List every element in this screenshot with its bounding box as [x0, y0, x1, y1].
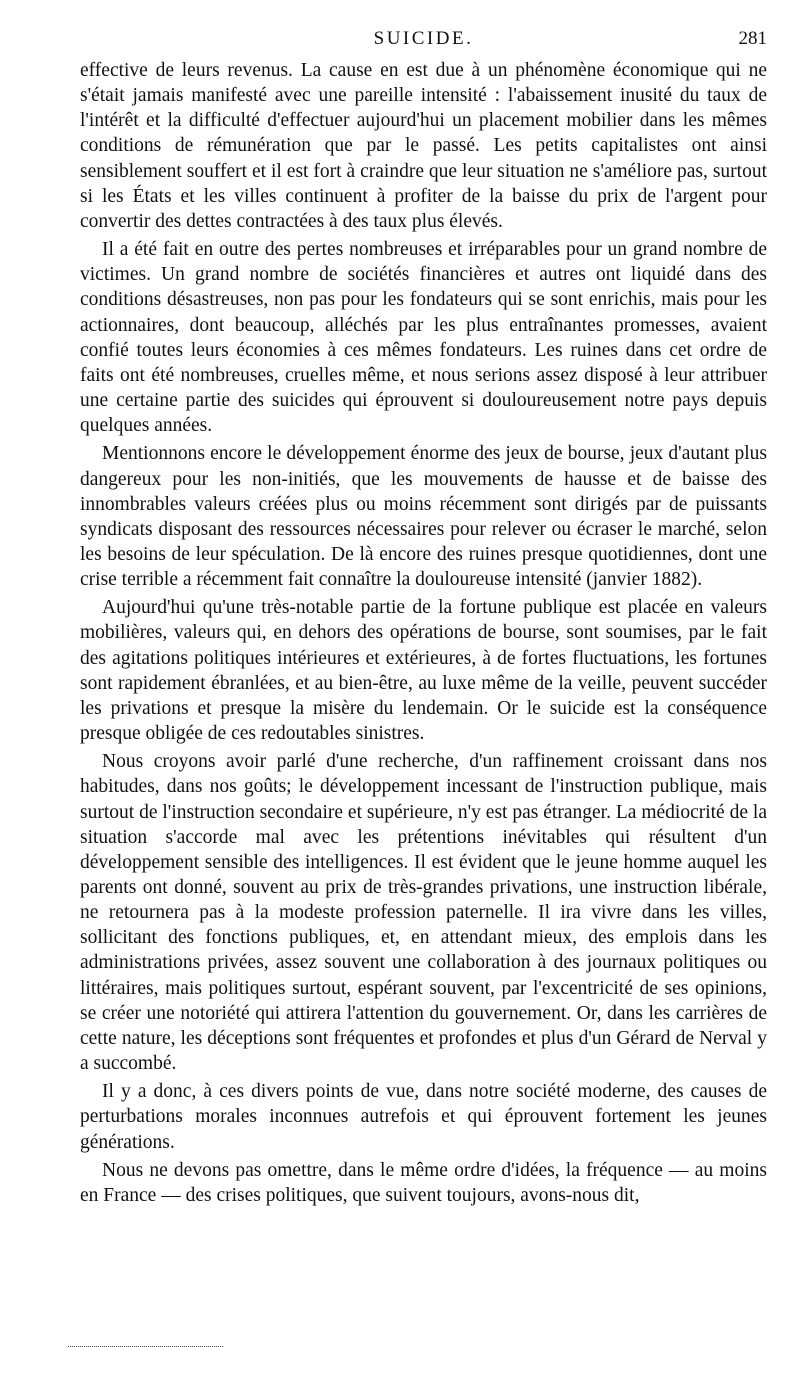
paragraph: Il a été fait en outre des pertes nombreuses et irréparables pour un grand nombre de victimes. Un grand nombre de sociétés financières et autres ont liquidé dans des conditions désastreuses, non pas pour les fondateurs qui se sont enrichis, mais pour les actionnaires, dont beaucoup, alléchés par les plus entraînantes promesses, avaient confié toutes leurs économies à ces mêmes fondateurs. Les ruines dans cet ordre de faits ont été nombreuses, cruelles même, et nous serions assez disposé à leur attribuer une certaine partie des suicides qui éprouvent si douloureusement notre pays depuis quelques années.	[80, 239, 767, 437]
page-number: 281	[738, 28, 767, 49]
paragraph: Mentionnons encore le développement énorme des jeux de bourse, jeux d'autant plus dangereux pour les non-initiés, que les mouvements de hausse et de baisse des innombrables valeurs créées plus ou moins récemment sont dirigés par de puissants syndicats disposant des ressources nécessaires pour relever ou écraser le marché, selon les besoins de leur spéculation. De là encore des ruines presque quotidiennes, dont une crise terrible a récemment fait connaître la douloureuse intensité (janvier 1882).	[80, 443, 767, 591]
paragraph: Nous ne devons pas omettre, dans le même ordre d'idées, la fréquence — au moins en France — des crises politiques, que suivent toujours, avons-nous dit,	[80, 1159, 767, 1206]
paragraph: Il y a donc, à ces divers points de vue, dans notre société moderne, des causes de perturbations morales inconnues autrefois et qui éprouvent fortement les jeunes générations.	[80, 1081, 767, 1153]
footnote-rule	[68, 1346, 223, 1347]
running-title: SUICIDE.	[373, 28, 474, 49]
paragraph: Nous croyons avoir parlé d'une recherche, d'un raffinement croissant dans nos habitudes, dans nos goûts; le développement incessant de l'instruction publique, mais surtout de l'instruction secondaire et supérieure, n'y est pas étranger. La médiocrité de la situation s'accorde mal avec les prétentions inévitables qui résultent d'un développement sensible des intelligences. Il est évident que le jeune homme auquel les parents ont donné, souvent au prix de très-grandes privations, une instruction libérale, ne retournera pas à la modeste profession paternelle. Il ira vivre dans les villes, sollicitant des fonctions publiques, et, en attendant mieux, des emplois dans les administrations privées, assez souvent une collaboration à des journaux politiques ou littéraires, mais politiques surtout, espérant souvent, par l'excentricité de ses opinions, se créer une notoriété qui attirera l'attention du gouvernement. Or, dans les carrières de cette nature, les déceptions sont fréquentes et profondes et plus d'un Gérard de Nerval y a succombé.	[80, 751, 767, 1075]
paragraph: Aujourd'hui qu'une très-notable partie de la fortune publique est placée en valeurs mobilières, valeurs qui, en dehors des opérations de bourse, sont soumises, par le fait des agitations politiques intérieures et extérieures, à de fortes fluctuations, les fortunes sont rapidement ébranlées, et au bien-être, au luxe même de la veille, peuvent succéder les privations et presque la misère du lendemain. Or le suicide est la conséquence presque obligée de ces redoutables sinistres.	[80, 597, 767, 745]
paragraph-continuation: effective de leurs revenus. La cause en est due à un phénomène économique qui ne s'était jamais manifesté avec une pareille intensité : l'abaissement inusité du taux de l'intérêt et la difficulté d'effectuer aujourd'hui un placement mobilier dans les mêmes conditions de rémunération que par le passé. Les petits capitalistes ont ainsi sensiblement souffert et il est fort à craindre que leur situation ne s'améliore pas, surtout si les États et les villes continuent à profiter de la baisse du prix de l'argent pour convertir des dettes contractées à des taux plus élevés.	[80, 60, 767, 232]
running-head	[80, 28, 767, 52]
body-text	[80, 58, 767, 1208]
